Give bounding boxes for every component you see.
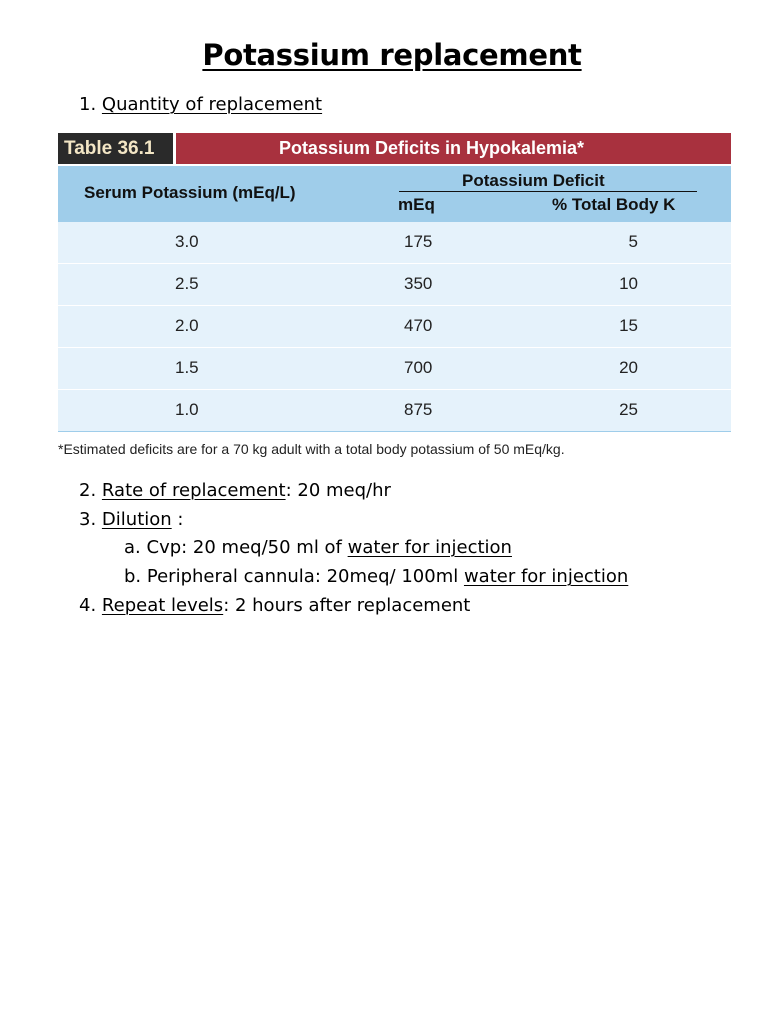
potassium-deficit-table [58, 133, 731, 432]
cell-meq: 470 [404, 316, 433, 335]
cell-pct: 5 [628, 232, 638, 251]
table-title-bar [58, 133, 731, 164]
table-caption: Potassium Deficits in Hypokalemia* [176, 133, 731, 164]
list-number: 3. [79, 509, 97, 530]
cell-pct: 20 [619, 358, 638, 377]
rate-value: : 20 meq/hr [285, 480, 391, 501]
cell-serum: 2.5 [175, 274, 199, 293]
list-item-repeat-levels [79, 594, 470, 618]
cell-serum: 1.5 [175, 358, 199, 377]
cell-meq: 700 [404, 358, 433, 377]
list-number: 4. [79, 595, 97, 616]
page-title: Potassium replacement [202, 38, 582, 72]
repeat-levels-heading: Repeat levels [101, 595, 224, 616]
sub-item-peripheral [124, 565, 628, 589]
sub-item-cvp [124, 536, 512, 560]
repeat-levels-value: : 2 hours after replacement [223, 595, 471, 616]
cell-pct: 10 [619, 274, 638, 293]
table-row [58, 306, 731, 348]
dilution-heading: Dilution [101, 509, 172, 530]
cell-serum: 1.0 [175, 400, 199, 419]
column-serum-potassium: Serum Potassium (mEq/L) [84, 183, 296, 202]
list-number: 2. [79, 480, 97, 501]
cvp-text: Cvp: 20 meq/50 ml of [146, 537, 348, 558]
peripheral-text: Peripheral cannula: 20meq/ 100ml [146, 566, 464, 587]
cell-serum: 3.0 [175, 232, 199, 251]
quantity-heading: Quantity of replacement [101, 94, 323, 115]
list-item-rate [79, 479, 391, 503]
peripheral-water-for-injection: water for injection [463, 566, 629, 587]
column-group-potassium-deficit: Potassium Deficit [462, 171, 605, 190]
sub-letter: a. [124, 537, 141, 558]
cell-meq: 350 [404, 274, 433, 293]
cvp-water-for-injection: water for injection [347, 537, 512, 558]
table-column-header [58, 166, 731, 222]
column-total-body-k: % Total Body K [552, 195, 676, 214]
rate-heading: Rate of replacement [101, 480, 286, 501]
table-footnote: *Estimated deficits are for a 70 kg adult with a total body potassium of 50 mEq/kg. [58, 441, 565, 457]
table-row [58, 390, 731, 432]
table-number: Table 36.1 [58, 133, 173, 164]
sub-letter: b. [124, 566, 142, 587]
list-item-dilution [79, 508, 183, 532]
table-row [58, 348, 731, 390]
cell-meq: 175 [404, 232, 433, 251]
list-number: 1. [79, 94, 97, 115]
column-meq: mEq [398, 195, 435, 214]
cell-meq: 875 [404, 400, 433, 419]
table-row [58, 264, 731, 306]
table-body [58, 222, 731, 432]
cell-pct: 25 [619, 400, 638, 419]
list-item-quantity [79, 93, 322, 117]
table-row [58, 222, 731, 264]
cell-serum: 2.0 [175, 316, 199, 335]
dilution-colon: : [171, 509, 184, 530]
cell-pct: 15 [619, 316, 638, 335]
group-header-rule [399, 191, 697, 192]
